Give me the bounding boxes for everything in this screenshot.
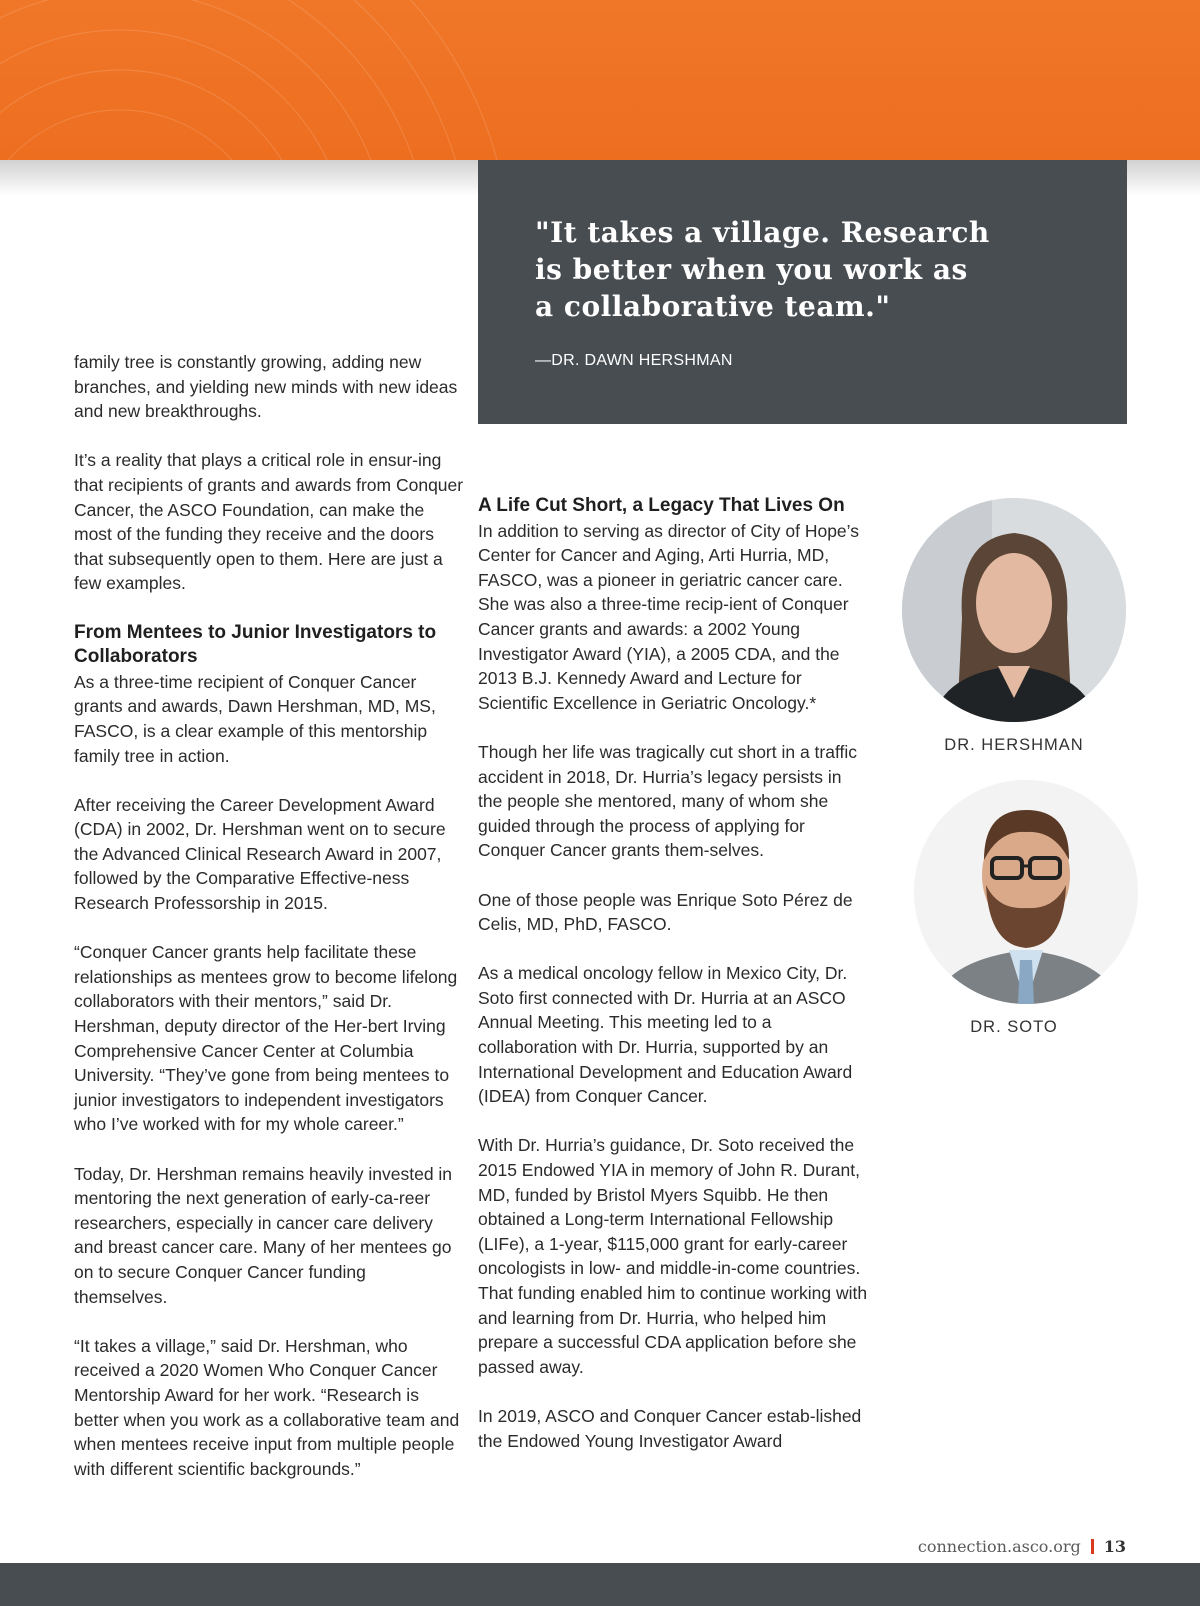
middle-column bbox=[478, 494, 868, 1478]
paragraph: Today, Dr. Hershman remains heavily invested in mentoring the next generation of early-ca-reer researchers, especially in cancer care delivery and breast cancer care. Many of her mentees go on to secure Conquer Cancer funding themselves. bbox=[74, 1163, 453, 1307]
paragraph: One of those people was Enrique Soto Pérez de Celis, MD, PhD, FASCO. bbox=[478, 889, 853, 935]
paragraph: As a three-time recipient of Conquer Cancer grants and awards, Dawn Hershman, MD, MS, FASCO, is a clear example of this mentorship family tree in action. bbox=[74, 671, 436, 766]
header-band bbox=[0, 0, 1200, 160]
soto-caption: DR. SOTO bbox=[970, 1018, 1058, 1036]
footer-url[interactable]: connection.asco.org bbox=[917, 1537, 1081, 1556]
paragraph: With Dr. Hurria’s guidance, Dr. Soto received the 2015 Endowed YIA in memory of John R. Durant, MD, funded by Bristol Myers Squibb. He then obtained a Long-term International Fellowship (LIFe), a 1-year, $115,000 grant for early-career oncologists in low- and middle-in-come countries. That funding enabled him to continue working with and learning from Dr. Hurria, who helped him prepare a successful CDA application before she passed away. bbox=[478, 1135, 868, 1377]
soto-portrait bbox=[914, 780, 1138, 1004]
section-heading: From Mentees to Junior Investigators to Collaborators bbox=[74, 621, 437, 668]
paragraph: It’s a reality that plays a critical role in ensur-ing that recipients of grants and awards from Conquer Cancer, the ASCO Foundation, can make the most of the funding they receive and the doors that subsequently open to them. Here are just a few examples. bbox=[74, 450, 464, 594]
left-column bbox=[74, 350, 464, 1506]
paragraph: family tree is constantly growing, adding new branches, and yielding new minds with new ideas and new breakthroughs. bbox=[74, 352, 458, 422]
paragraph: “It takes a village,” said Dr. Hershman, who received a 2020 Women Who Conquer Cancer Mentorship Award for her work. “Research is better when you work as a collaborative team and when mentees receive input from multiple people with different scientific backgrounds.” bbox=[74, 1335, 460, 1479]
hershman-caption: DR. HERSHMAN bbox=[944, 736, 1084, 754]
paragraph: Though her life was tragically cut short in a traffic accident in 2018, Dr. Hurria’s legacy persists in the people she mentored, many of whom she guided through the process of applying for Conquer Cancer grants them-selves. bbox=[478, 741, 858, 861]
pull-quote-attribution: —DR. DAWN HERSHMAN bbox=[535, 352, 733, 369]
paragraph: In 2019, ASCO and Conquer Cancer estab-lished the Endowed Young Investigator Award bbox=[478, 1405, 862, 1451]
paragraph: After receiving the Career Development Award (CDA) in 2002, Dr. Hershman went on to secure the Advanced Clinical Research Award in 2007, followed by the Comparative Effective-ness Research Professorship in 2015. bbox=[74, 794, 446, 914]
footer bbox=[918, 1537, 1126, 1556]
paragraph: “Conquer Cancer grants help facilitate these relationships as mentees grow to become lifelong collaborators with their mentors,” said Dr. Hershman, deputy director of the Her-bert Irving Comprehensive Cancer Center at Columbia University. “They’ve gone from being mentees to junior investigators to independent investigators who I’ve worked with for my whole career.” bbox=[74, 942, 458, 1135]
page-separator bbox=[1091, 1539, 1094, 1554]
decorative-arcs bbox=[0, 0, 1200, 160]
section-heading: A Life Cut Short, a Legacy That Lives On bbox=[478, 495, 845, 516]
pull-quote-box bbox=[478, 160, 1127, 424]
paragraph: In addition to serving as director of City of Hope’s Center for Cancer and Aging, Arti Hurria, MD, FASCO, was a pioneer in geriatric cancer care. She was also a three-time recip-ient of Conquer Cancer grants and awards: a 2002 Young Investigator Award (YIA), a 2005 CDA, and the 2013 B.J. Kennedy Award and Lecture for Scientific Excellence in Geriatric Oncology.* bbox=[478, 520, 859, 713]
pull-quote-text: "It takes a village. Research is better when you work as a collaborative team." bbox=[535, 216, 990, 323]
paragraph: As a medical oncology fellow in Mexico City, Dr. Soto first connected with Dr. Hurria at an ASCO Annual Meeting. This meeting led to a collaboration with Dr. Hurria, supported by an International Development and Education Award (IDEA) from Conquer Cancer. bbox=[478, 963, 853, 1107]
bottom-bar bbox=[0, 1563, 1200, 1606]
page-number: 13 bbox=[1103, 1537, 1126, 1556]
hershman-portrait bbox=[902, 498, 1126, 722]
